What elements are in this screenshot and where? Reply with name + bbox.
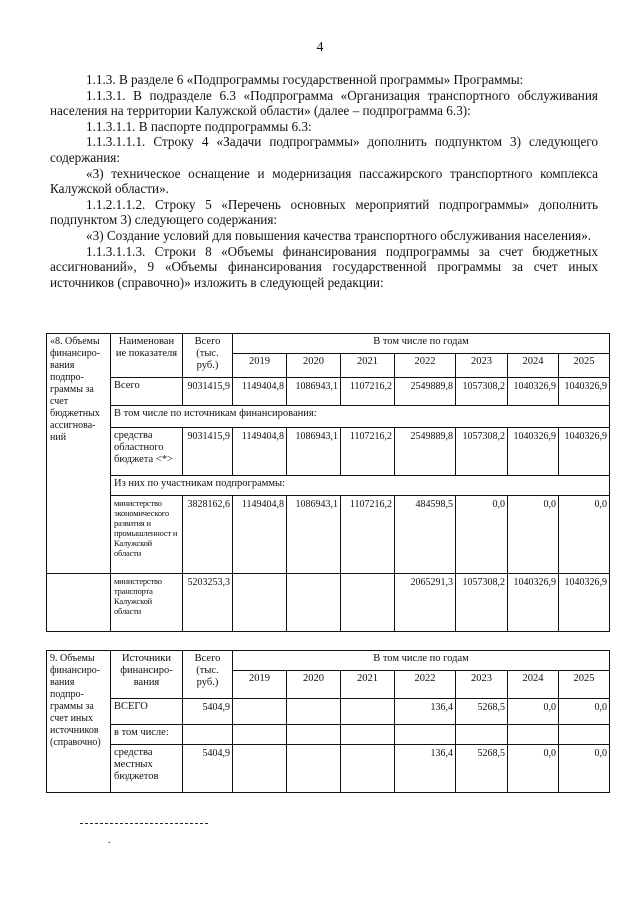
paragraph: 1.1.3.1. В подразделе 6.3 «Подпрограмма «Организация транспортного обслуживания населения на территории Калужской области» (далее – подпрограмма 6.3): [50,87,598,119]
year-cell: 2020 [287,671,341,699]
col-header-total: Всего (тыс. руб.) [183,334,233,378]
years-header: В том числе по годам [233,334,610,354]
col-header-total: Всего (тыс. руб.) [183,651,233,699]
footnote-mark: . [108,835,111,846]
year-cell: 2023 [456,354,508,378]
row-label: средства местных бюджетов [111,745,183,793]
value-cell: 0,0 [508,699,559,725]
year-cell: 2024 [508,354,559,378]
total-cell: 3828162,6 [183,496,233,574]
row-label: Всего [111,378,183,406]
total-cell: 9031415,9 [183,378,233,406]
footnote-divider [80,823,208,824]
total-cell: 5404,9 [183,699,233,725]
year-cell: 2021 [341,354,395,378]
value-cell: 136,4 [395,699,456,725]
paragraph: «3) техническое оснащение и модернизация пассажирского транспортного комплекса Калужской области». [50,165,598,197]
value-cell: 0,0 [559,496,610,574]
value-cell [341,745,395,793]
total-cell: 9031415,9 [183,428,233,476]
paragraph: 1.1.3.1.1. В паспорте подпрограммы 6.3: [86,118,312,134]
value-cell [341,699,395,725]
value-cell: 2549889,8 [395,378,456,406]
col-header-name: Источники финансиро-вания [111,651,183,699]
value-cell: 1149404,8 [233,496,287,574]
row-label-8: «8. Объемы финансиро-вания подпро-граммы за счет бюджетных ассигнова-ний [47,334,111,574]
col-header-name: Наименован ие показателя [111,334,183,378]
value-cell: 1086943,1 [287,496,341,574]
value-cell: 0,0 [456,496,508,574]
table-row [47,378,610,406]
value-cell: 5268,5 [456,699,508,725]
value-cell: 1107216,2 [341,496,395,574]
value-cell: 1057308,2 [456,428,508,476]
value-cell: 1086943,1 [287,428,341,476]
body-text [50,72,598,290]
year-cell: 2025 [559,354,610,378]
value-cell: 1040326,9 [559,574,610,632]
row-label: министерство транспорта Калужской области [111,574,183,632]
value-cell: 1107216,2 [341,428,395,476]
paragraph: «3) Создание условий для повышения качества транспортного обслуживания населения». [86,227,592,243]
value-cell: 2549889,8 [395,428,456,476]
table-row [47,428,610,476]
value-cell [233,574,287,632]
year-cell: 2020 [287,354,341,378]
value-cell: 1107216,2 [341,378,395,406]
row-label: ВСЕГО [111,699,183,725]
value-cell [287,574,341,632]
table-row [47,496,610,574]
value-cell: 1149404,8 [233,428,287,476]
years-header: В том числе по годам [233,651,610,671]
value-cell: 136,4 [395,745,456,793]
total-cell: 5203253,3 [183,574,233,632]
value-cell: 2065291,3 [395,574,456,632]
financing-budget-table [46,333,610,632]
year-cell: 2023 [456,671,508,699]
value-cell: 1086943,1 [287,378,341,406]
value-cell [287,745,341,793]
value-cell: 5268,5 [456,745,508,793]
value-cell: 1040326,9 [508,574,559,632]
value-cell: 1149404,8 [233,378,287,406]
value-cell: 484598,5 [395,496,456,574]
value-cell [233,699,287,725]
value-cell [233,745,287,793]
year-cell: 2022 [395,354,456,378]
total-cell: 5404,9 [183,745,233,793]
value-cell: 0,0 [559,699,610,725]
row-label: средства областного бюджета <*> [111,428,183,476]
value-cell: 0,0 [508,745,559,793]
table-row [47,699,610,725]
value-cell: 0,0 [559,745,610,793]
value-cell: 1057308,2 [456,378,508,406]
page-number: 4 [316,40,324,55]
year-cell: 2019 [233,354,287,378]
financing-other-sources-table [46,650,610,793]
value-cell: 1040326,9 [508,428,559,476]
value-cell: 1057308,2 [456,574,508,632]
year-cell: 2024 [508,671,559,699]
row-label: министерство экономического развития и промышленност и Калужской области [111,496,183,574]
row-label: в том числе: [111,725,183,745]
value-cell: 0,0 [508,496,559,574]
value-cell [287,699,341,725]
participants-header: Из них по участникам подпрограммы: [111,476,610,496]
paragraph: 1.1.3. В разделе 6 «Подпрограммы государственной программы» Программы: [86,72,524,87]
year-cell: 2019 [233,671,287,699]
value-cell [341,574,395,632]
year-cell: 2021 [341,671,395,699]
value-cell: 1040326,9 [559,378,610,406]
table-row [47,574,610,632]
year-cell: 2022 [395,671,456,699]
paragraph: 1.1.3.1.1.1. Строку 4 «Задачи подпрограммы» дополнить подпунктом 3) следующего содержания: [50,134,598,165]
table-row [47,745,610,793]
paragraph: 1.1.3.1.1.3. Строки 8 «Объемы финансирования подпрограммы за счет бюджетных ассигнований», 9 «Объемы финансирования государственной программы за счет иных источников (справочно)» изложить в следующей редакции: [50,243,598,290]
row-label-9: 9. Объемы финансиро-вания подпро-граммы за счет иных источников (справочно) [47,651,111,793]
paragraph: 1.1.2.1.1.2. Строку 5 «Перечень основных мероприятий подпрограммы» дополнить подпунктом 3) следующего содержания: [50,196,598,228]
value-cell: 1040326,9 [508,378,559,406]
year-cell: 2025 [559,671,610,699]
sources-header: В том числе по источникам финансирования: [111,406,610,428]
value-cell: 1040326,9 [559,428,610,476]
